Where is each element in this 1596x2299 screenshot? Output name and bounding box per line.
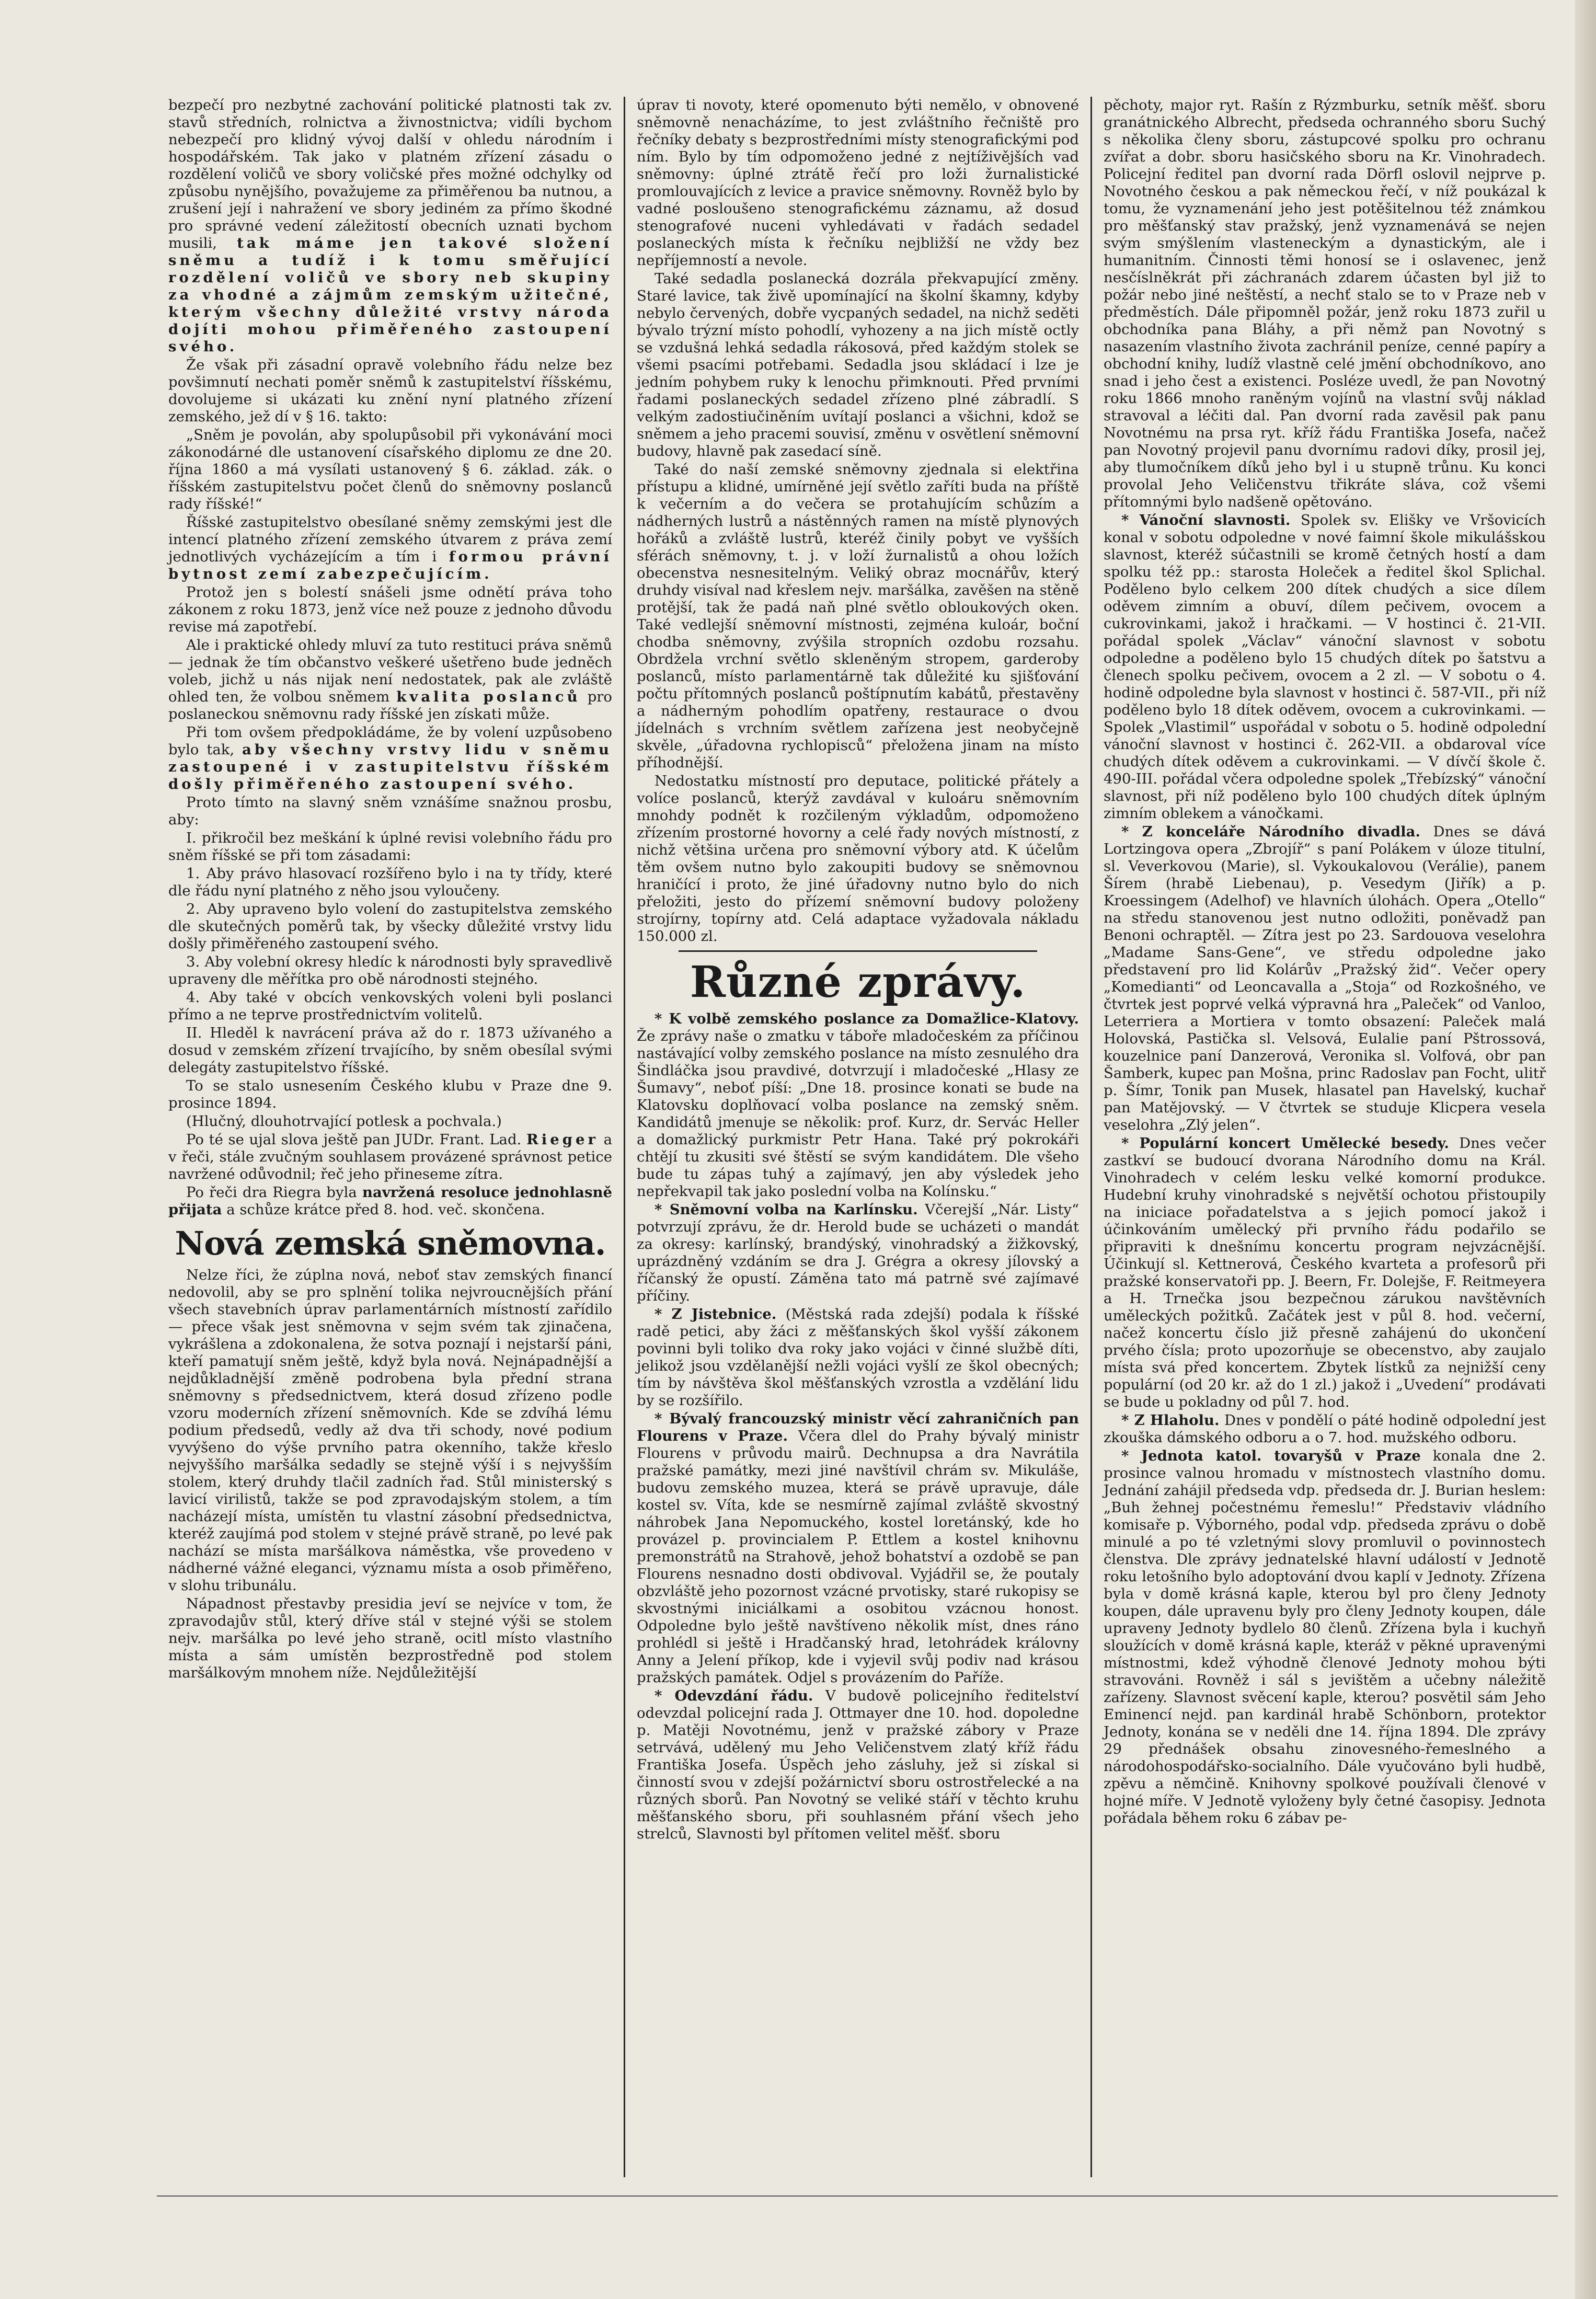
list-item: I. přikročil bez meškání k úplné revisi volebního řádu pro sněm říšské se při tom zásadami:: [168, 830, 612, 864]
quote-paragraph: „Sněm je povolán, aby spolupůsobil při vykonávání moci zákonodárné dle ustanovení císařského diplomu ze dne 20. října 1860 a má vysílati ustanovený § 6. základ. zák. o říšském zastupitelstvu počet členů do sněmovny poslanců rady říšské!“: [168, 427, 612, 512]
news-item-title: * Jednota katol. tovaryšů v Praze: [1121, 1447, 1421, 1464]
paragraph: Nelze říci, že zúplna nová, neboť stav zemských financí nedovolil, aby se pro splnění tolika nejvroucnějších přání všech stavebních úprav parlamentárních místností zařídilo — přece však jest sněmovna v sejm svém tak zjinačena, vykrášlena a zdokonalena, že sotva poznají i nejstarší páni, kteří pamatují sněm ještě, když byla nová. Nejnápadnější a nejdůkladnější změně podrobena byla přední strana sněmovny s předsednictvem, která dosud zřízeno podle vzoru moderních zřízení sněmovních. Kde se zdvíhá lému podium předsedů, vedly až dva tři schody, nové podium vyvýšeno do výše prvního patra okenního, takže křeslo nejvyššího maršálka sedadly se stejně výší i s nejvyšším stolem, který druhdy tlačil zadních řad. Stůl ministerský s lavicí virilistů, takže se pod zpravodajským stolem, a tím nacházejí místa, umístěn tu vlastní zásobní předsednictva, kteréž zaujímá pod stolem v stejné právě straně, po levé pak nachází se místa maršálkova náměstka, vše provedeno v nádherné vážné eleganci, významu místa a osob přiměřeno, v slohu tribunálu.: [168, 1267, 612, 1594]
paragraph: (Hlučný, dlouhotrvající potlesk a pochvala.): [186, 1113, 502, 1130]
spaced-emphasis: Rieger: [526, 1131, 599, 1148]
paragraph: Nedostatku místností pro deputace, politické přátely a volíce poslanců, kterýž zavdával v kuloáru sněmovním mnohdy podnět k rozčileným výkladům, odpomoženo zřízením prostorné hovorny a celé řady nových místností, z nichž většina určena pro sněmovní výbory atd. K účelům těm ovšem nutno bylo zakoupiti budovy se sněmovnou hraničící i proto, že jiné úřadovny nutno bylo do nich přeložiti, jesto do přízemí sněmovní budovy položeny strojírny, topírny atd. Celá adaptace vyžadovala nákladu 150.000 zl.: [637, 773, 1079, 945]
paragraph: Nápadnost přestavby presidia jeví se nejvíce v tom, že zpravodajův stůl, který dříve stál v stejné výši se stolem nejv. maršálka po levé jeho straně, ocitl místo vlastního místa a sám umístěn bezprostředně pod stolem maršálkovým mnohem níže. Nejdůležitější: [168, 1595, 612, 1681]
news-item: * K volbě zemského poslance za Domažlice-Klatovy. Že zprávy naše o zmatku v táboře mladočeském za příčinou nastávající volby zemského poslance na místo zesnulého dra Šindláčka jsou pravdivé, dotvrzují i mladočeské „Hlasy ze Šumavy“, neboť píší: „Dne 18. prosince konati se bude na Klatovsku doplňovací volba poslance na zemský sněm. Kandidátů jmenuje se několik: prof. Kurz, dr. Servác Heller a domažlický purkmistr Petr Hana. Také prý pokrokáři chtějí tu zkusiti své štěstí se svým kandidátem. Dle všeho bude tu zápas tuhý a zajímavý, jen aby výsledek jeho nepřekvapil tak jako poslední volba na Kolínsku.“: [637, 1010, 1079, 1200]
list-item: 4. Aby také v obcích venkovských voleni byli poslanci přímo a ne teprve prostřednictvím volitelů.: [168, 989, 612, 1023]
paragraph: pěchoty, major ryt. Rašín z Rýzmburku, setník měšť. sboru granátnického Albrecht, předseda ochranného sboru Suchý s několika členy sboru, zástupcové spolku pro ochranu zvířat a dobr. sboru hasičského sboru na Kr. Vinohradech. Policejní ředitel pan dvorní rada Dörfl oslovil nejprve p. Novotného českou a pak německou řečí, v níž poukázal k tomu, že vyznamenání jeho jest potěšitelnou též známkou pro měšťanský stav pražský, jenž vyznamenává se nejen svým smýšlením vlasteneckým a dynastickým, ale i humanitním. Činnosti těmi honosí se i oslavenec, jenž nesčíslněkrát při záchranách zdarem účasten byl již to požár nebo jiné neštěstí, a nechť stalo se to v Praze neb v předměstích. Dále připomněl požár, jenž roku 1873 zuřil u obchodníka pana Bláhy, a při němž pan Novotný s nasazením vlastního života zachránil peníze, cenné papíry a obchodní knihy, ludíž vlastně celé jmění obchodníkovo, ano snad i jeho čest a existenci. Posléze uvedl, že pan Novotný roku 1866 mnoho raněným vojínů na vlastní svůj náklad stravoval a léčiti dal. Pan dvorní rada zavěsil pak panu Novotnému na prsa ryt. kříž řádu Františka Josefa, načež pan Novotný projevil panu dvornímu radovi díky, prosil jej, aby tlumočníkem díků jeho byl i u stupně trůnu. Ku konci provolal Jeho Veličenstvu třikráte sláva, což všemi přítomnými bylo nadšeně opětováno.: [1104, 97, 1546, 510]
news-item: * Vánoční slavnosti. Spolek sv. Elišky ve Vršovicích konal v sobotu odpoledne v nové faimní škole mikulášskou slavnost, kteréž súčastnili se kromě četných hostí a dam spolku též pp.: starosta Holeček a ředitel škol Splichal. Poděleno bylo celkem 200 dítek chudých a sice dílem oděvem zimním a obuví, dílem pečivem, ovocem a cukrovinkami, jakož i hračkami. — V hostinci č. 21-VII. pořádal spolek „Václav“ vánoční slavnost v sobotu odpoledne a poděleno bylo 15 chudých dítek po šatstvu a členech spolku pečivem, ovocem a 2 zl. — V sobotu o 4. hodině odpoledne byla slavnost v hostinci č. 587-VII., při níž poděleno bylo 18 dítek oděvem, ovocem a cukrovinkami. — Spolek „Vlastimil“ uspořádal v sobotu o 5. hodině odpolední vánoční slavnost v hostinci č. 262-VII. a obdaroval více chudých dítek oděvem a cukrovinkami. — V dívčí škole č. 490-III. pořádal včera odpoledne spolek „Třebízský“ vánoční slavnost, při níž poděleno bylo 100 chudých dítek úplným zimním oblekem a vánočkami.: [1104, 512, 1546, 822]
list-item: 3. Aby volební okresy hledíc k národnosti byly spravedlivě upraveny dle měřítka pro obě národnosti stejného.: [168, 953, 612, 987]
bottom-rule: [157, 2195, 1558, 2197]
bold-emphasis: navržená resoluce jednohlasně přijata: [168, 1184, 612, 1218]
column-2: [624, 97, 1090, 2177]
paragraph: Říšské zastupitelstvo obesílané sněmy zemskými jest dle intencí platného zřízení zemského útvarem z práva zemí jednotlivých vycházejícím a tím i formou právní bytnost zemí zabezpečujícím.: [168, 514, 613, 582]
spaced-emphasis: tak máme jen takové složení sněmu a tudíž i k tomu směřující rozdělení voličů ve sbory neb skupiny za vhodné a zájmům zemským užitečné, kterým všechny důležité vrstvy národa dojíti mohou přiměřeného zastoupení svého.: [168, 235, 612, 355]
news-item-title: * K volbě zemského poslance za Domažlice-Klatovy.: [655, 1010, 1079, 1027]
list-item: 1. Aby právo hlasovací rozšířeno bylo i na ty třídy, které dle řádu nyní platného z něho jsou vyloučeny.: [168, 865, 612, 899]
news-item: * Populární koncert Umělecké besedy. Dnes večer zastkví se budoucí dvorana Národního domu na Král. Vinohradech v celém lesku velké komorní produkce. Hudební kruhy vinohradské s největší ochotou přistoupily na iniciace pořadatelstva a s jejich pomocí jakož i účinkováním umělecký při prvního řádu podařilo se připraviti k dnešnímu koncertu program nejvzácnější. Účinkují sl. Kettnerová, Českého kvarteta a profesorů při pražské konservatoři pp. J. Beern, Fr. Dolejše, F. Reitmeyera a H. Trnečka jsou bezpečnou zárukou navštěvních uměleckých požitků. Začátek jest v půl 8. hod. večerní, načež koncertu číslo již přesně zahájenú do ukončení prvého čísla; proto upozorňuje se obecenstvo, aby zaujalo místa svá před koncertem. Zbytek lístků za nejnižší ceny populární (od 20 kr. až do 1 zl.) jakož i „Uvedení“ prodávati se bude u pokladny od půl 7. hod.: [1104, 1135, 1546, 1410]
paragraph: Také do naší zemské sněmovny zjednala si elektřina přístupu a klidné, umírněné její světlo zaříti buda na příště k večerním a do večera se protahujícím schůzím a nádherných lustrů a nástěnných ramen na místě plynových hořáků a zvláště lustrů, kteréž činily pobyt ve vyšších sférách sněmovny, t. j. v loží žurnalistů a ohou ložích obecenstva nesnesitelným. Veliký obraz mocnářův, který druhdy visíval nad křeslem nejv. maršálka, zavěšen na stěně protější, tak že padá naň plné světlo obloukových oken. Také vedlejší sněmovní místnosti, zejména kuloár, boční chodba sněmovny, zvýšila stropních ozdobu rozsahu. Obrdžela vrchní světlo skleněným stropem, garderoby poslanců, místo parlamentárně tak důležité ku sjišťování počtu přítomných poslanců poštípnutím kabátů, přestavěny a nádherným pohodlím opatřeny, restaurace o dvou jídelnách s vrchním světlem zařízena jest neobyčejně skvěle, „úřadovna rychlopisců“ přeložena jinam na místo příhodnější.: [637, 461, 1079, 771]
section-headline: Nová zemská sněmovna.: [175, 1224, 606, 1262]
news-item: * Z konceláře Národního divadla. Dnes se dává Lortzingova opera „Zbrojíř“ s paní Polákem v úloze titulní, sl. Veverkovou (Marie), sl. Vykoukalovou (Verálie), panem Šírem (hrabě Liebenau), p. Vesedym (Jiřík) a p. Kroessingem (Adelhof) ve hlavních úlohách. Opera „Otello“ na středu stanovenou jest nutno odložiti, poněvadž pan Benoni ochraptěl. — Zítra jest po 23. Sardouova veselohra „Madame Sans-Gene“, ve středu odpoledne jako představení pro lid Kolárův „Pražský žid“. Večer opery „Komedianti“ od Leoncavalla a „Stoja“ od Rozkošného, ve čtvrtek jest poprvé velká výpravná hra „Paleček“ od Vanloo, Leterriera a Mortiera v tomto obsazení: Paleček malá Holovská, Pastička sl. Velsová, Eulalie paní Pštrossová, kouzelnice paní Danzerová, Veronika sl. Volfová, obr pan Šamberk, kupec pan Mošna, princ Radoslav pan Focht, ulitř p. Šímr, Tonik pan Musek, hlasatel pan Havelský, kuchař pan Matějovský. — V čtvrtek se studuje Klicpera vesela veselohra „Zlý jelen“.: [1104, 823, 1546, 1133]
paragraph: Protož jen s bolestí snášeli jsme odnětí práva toho zákonem z roku 1873, jenž více než pouze z jednoho důvodu revise má zapotřebí.: [168, 584, 612, 635]
news-item-title: * Sněmovní volba na Karlínsku.: [655, 1201, 918, 1218]
column-3: [1090, 97, 1557, 2177]
paragraph: Při tom ovšem předpokládáme, že by volení uzpůsobeno bylo tak, aby všechny vrstvy lidu v sněmu zastoupené i v zastupitelstvu říšském došly přiměřeného zastoupení svého.: [168, 724, 612, 792]
news-item-title: * Z Hlaholu.: [1121, 1412, 1220, 1429]
news-item-title: * Z konceláře Národního divadla.: [1121, 823, 1421, 840]
paper-edge: [1575, 0, 1596, 2299]
news-item-title: * Z Jistebnice.: [655, 1306, 777, 1323]
list-item: 2. Aby upraveno bylo volení do zastupitelstva zemského dle skutečných poměrů tak, by všecky důležité vrstvy lidu došly přiměřeného zastoupení svého.: [168, 901, 612, 952]
paragraph: Proto tímto na slavný sněm vznášíme snažnou prosbu, aby:: [168, 794, 612, 828]
spaced-emphasis: kvalita poslanců: [396, 688, 581, 705]
list-item: II. Hleděl k navrácení práva až do r. 1873 užívaného a dosud v zemském zřízení trvajícího, by sněm obesílal svými delegáty zastupitelstvo říšské.: [168, 1025, 612, 1076]
news-item: * Odevzdání řádu. V budově policejního ředitelství odevzdal policejní rada J. Ottmayer dne 10. hod. dopoledne p. Matěji Novotnému, jenž v pražské zábory v Praze setrvává, udělený mu Jeho Veličenstvem zlatý kříž řádu Františka Josefa. Úspěch jeho zásluhy, jež si získal si činností svou v zdejší požárnictví sboru ostrostřelecké a na různých sborů. Pan Novotný se veliké stáří v těchto kruhu měšťanského sboru, při souhlasném přání všech jeho strelců, Slavnosti byl přítomen velitel měšť. sboru: [637, 1687, 1079, 1842]
paragraph: Po řeči dra Riegra byla navržená resoluce jednohlasně přijata a schůze krátce před 8. hod. več. skončena.: [168, 1184, 612, 1218]
paragraph: Po té se ujal slova ještě pan JUDr. Frant. Lad. Rieger a v řeči, stále zvučným souhlasem provázené správnost petice navržené odůvodnil; řeč jeho přineseme zítra.: [168, 1131, 612, 1182]
spaced-emphasis: aby všechny vrstvy lidu v sněmu zastoupené i v zastupitelstvu říšském došly přiměřeného zastoupení svého.: [168, 741, 612, 792]
spaced-emphasis: formou právní bytnost zemí zabezpečujícím.: [168, 548, 613, 582]
news-item-title: * Populární koncert Umělecké besedy.: [1121, 1135, 1449, 1152]
news-item-title: * Vánoční slavnosti.: [1121, 512, 1291, 528]
divider: [679, 950, 1037, 952]
paragraph: Ale i praktické ohledy mluví za tuto restituci práva sněmů — jednak že tím občanstvo veškeré ušetřeno bude jedněch voleb, jichž u nás nijak není nedostatek, pak ale zvláště ohled ten, že volbou sněmem kvalita poslanců pro poslaneckou sněmovnu rady říšské jen získati může.: [168, 637, 612, 722]
news-item: * Jednota katol. tovaryšů v Praze konala dne 2. prosince valnou hromadu v místnostech vlastního domu. Jednání zahájil předseda vdp. předseda dr. J. Burian heslem: „Buh žehnej počestnému řemeslu!“ Představiv vládního komisaře p. Výborného, podal vdp. předseda zprávu o době minulé a po té vzletnými slovy promluvil o povinnostech členstva. Dle zprávy jednatelské hlavní událostí v Jednotě roku letošního bylo adoptování dvou kaplí v Jednoty. Zřízena byla v domě krásná kaple, kterou byl pro členy Jednoty koupen, dále upravenu byly pro členy Jednoty koupen, dále upraveny Jednoty bydlelo 80 členů. Zřízena byla i kuchyň sloužících v domě krásná kaple, kteráž v pěkné upravenými místnostmi, kdež výhodně členové Jednoty mohou býti stravováni. Rovněž i sál s jevištěm a učebny náležitě zařízeny. Slavnost svěcení kaple, kterou? posvětil sám Jeho Eminencí nejd. pan kardinál hrabě Schönborn, protektor Jednoty, konána se v neděli dne 14. října 1894. Dle zprávy 29 přednášek obsahu zinovesného-řemeslného a národohospodářsko-socialního. Dále vyučováno byli hudbě, zpěvu a němčině. Knihovny spolkové používali členové v hojné míře. V Jednotě vyloženy byly četné časopisy. Jednota pořádala během roku 6 zábav pe-: [1104, 1447, 1546, 1826]
news-item: * Z Hlaholu. Dnes v pondělí o páté hodině odpolední jest zkouška dámského odboru a o 7. hod. mužského odboru.: [1104, 1412, 1546, 1446]
paragraph: Také sedadla poslanecká dozrála překvapující změny. Staré lavice, tak živě upomínající na školní škamny, kdyby nebylo červených, dobře vycpaných sedadel, na nichž seděti bývalo trýzní místo pohodlí, vyhozeny a na jich místě octly se vzdušná lehká sedadla rákosová, před každým stolek se všemi psacími potřebami. Sedadla jsou skládací i lze je jedním pohybem ruky k lenochu přimknouti. Před prvními řadami poslaneckých sedadel zřízeno plné zábradlí. S velkým zadostiučiněním uvítají poslanci a všichni, kdož se sněmem a jeho pracemi souvisí, změnu v osvětlení sněmovní budovy, hlavně pak zasedací síně.: [637, 270, 1079, 459]
paragraph: Že však při zásadní opravě volebního řádu nelze bez povšimnutí nechati poměr sněmů k zastupitelství říšskému, dovolujeme si ukázati ku znění nyní platného zřízení zemského, jež dí v § 16. takto:: [168, 357, 612, 425]
news-item-title: * Bývalý francouzský ministr věcí zahraničních pan Flourens v Praze.: [637, 1410, 1079, 1444]
paragraph: To se stalo usnesením Českého klubu v Praze dne 9. prosince 1894.: [168, 1077, 612, 1111]
news-item: * Z Jistebnice. (Městská rada zdejší) podala k říšské radě petici, aby žáci z měšťanských škol vyšší zákonem povinni byli toliko dva roky jako vojáci v činné službě díti, jelikož jsou vzdělanější nežli vojáci vyšlí ze škol obecných; tím by návštěva škol měšťanských vzrostla a vzdělání lidu by se rozšířilo.: [637, 1306, 1079, 1409]
paragraph: úprav ti novoty, které opomenuto býti nemělo, v obnovené sněmovně nenacházíme, to jest zvláštního řečniště pro řečníky debaty s bezprostředními místy stenografickými pod ním. Bylo by tím odpomoženo jedné z nejtíživějších vad sněmovny: úplné ztrátě řečí pro loži žurnalistické promlouvajících z levice a pravice sněmovny. Rovněž bylo by vadné posloušeno stenografickému záznamu, až dosud stenografové nuceni vyhledávati v řadách sedadel poslaneckých místa k řečníku nejbližší ne vždy bez nepříjemností a nevole.: [637, 97, 1079, 269]
paragraph: bezpečí pro nezbytné zachování politické platnosti tak zv. stavů středních, rolnictva a živnostnictva; vidíli bychom nebezpečí pro klidný vývoj další v ohledu národním i hospodářském. Tak jako v platném zřízení zásadu o rozdělení voličů ve sbory voličské přes možné odchylky od způsobu nynějšího, považujeme za přiměřenou ba nutnou, a zrušení její i nahražení ve sbory jediném za přímo škodné pro správné vedení záležitostí obecních uznati bychom musili, tak máme jen takové složení sněmu a tudíž i k tomu směřující rozdělení voličů ve sbory neb skupiny za vhodné a zájmům zemským užitečné, kterým všechny důležité vrstvy národa dojíti mohou přiměřeného zastoupení svého.: [168, 97, 612, 355]
article-columns: [157, 97, 1558, 2177]
news-item-title: * Odevzdání řádu.: [655, 1687, 813, 1704]
news-item: * Bývalý francouzský ministr věcí zahraničních pan Flourens v Praze. Včera dlel do Prahy bývalý ministr Flourens v průvodu mairů. Dechnupsa a dra Navrátila pražské památky, mezi jiné navštívil chrám sv. Mikuláše, budovu zemského muzea, která se právě upravuje, dále kostel sv. Víta, kde se nesmírně zajímal zvláště skvostný náhrobek Jana Nepomuckého, kostel loretánský, kde ho provázel p. provincialem P. Ettlem a kostel knihovnu premonstrátů na Strahově, jehož bohatství a ozdobě se pan Flourens nesnadno dosti obdivoval. Vyjádřil se, že poutaly obzvláště jeho pozornost vzácné prvotisky, staré rukopisy se skvostnými iniciálkami a osobitou vzácnou honost. Odpoledne bylo ještě navštíveno několik míst, dnes ráno prohlédl si ještě i Hradčanský hrad, letohrádek královny Anny a Jelení příkop, kde i vyjevil svůj podiv nad krásou pražských památek. Odjel s provázením do Paříže.: [637, 1410, 1079, 1686]
column-1: [157, 97, 624, 2177]
news-item: * Sněmovní volba na Karlínsku. Včerejší „Nár. Listy“ potvrzují zprávu, že dr. Herold bude se ucházeti o mandát za okresy: karlínský, brandýský, vinohradský a žižkovský, uprázdněný vzdáním se dra J. Grégra a okresy jílovský a říčanský že opustí. Záměna tato má patrně své zajímavé příčiny.: [637, 1201, 1079, 1304]
section-headline: Různé zprávy.: [690, 957, 1026, 1007]
